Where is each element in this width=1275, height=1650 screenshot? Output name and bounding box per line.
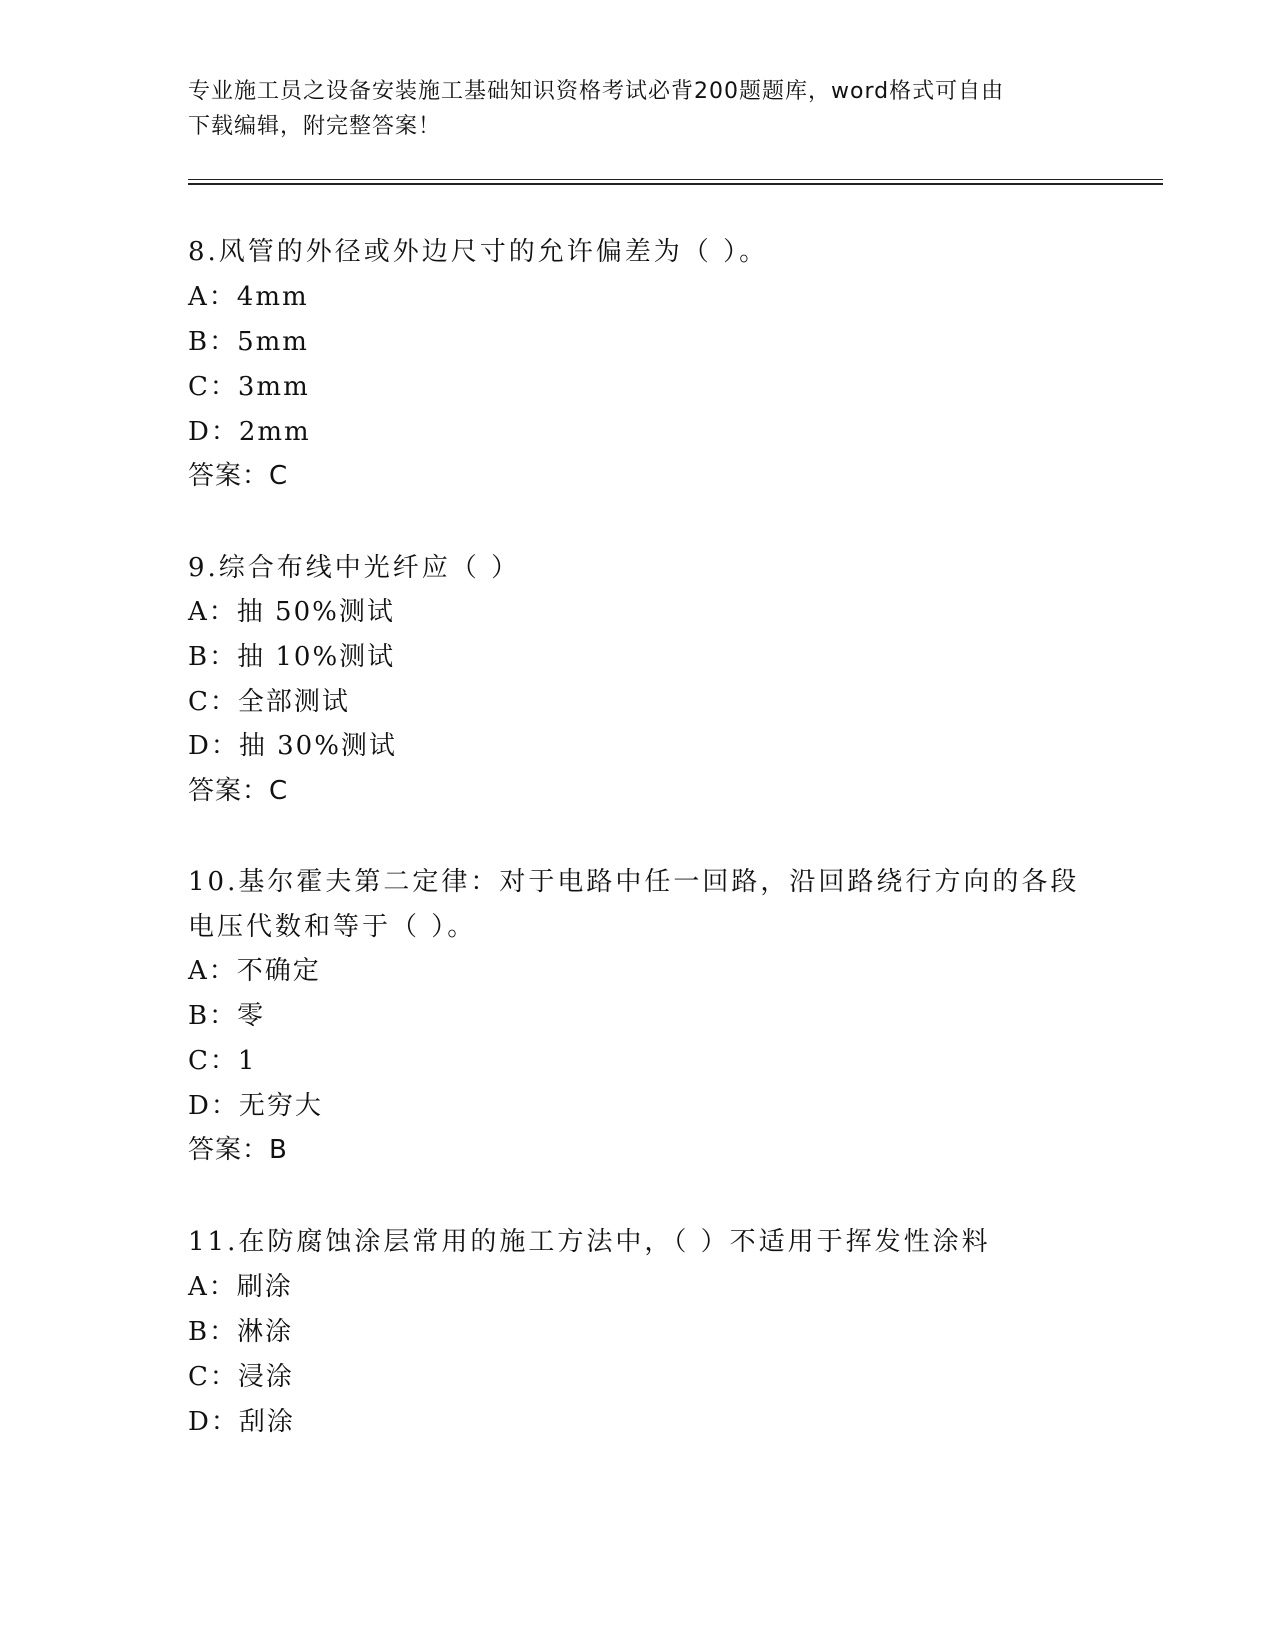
- question-11-option-d: D：刮涂: [188, 1407, 295, 1437]
- question-11-option-c: C：浸涂: [188, 1362, 294, 1392]
- question-10-option-d: D：无穷大: [188, 1091, 323, 1121]
- question-8-answer: 答案：C: [188, 461, 289, 491]
- question-11-stem: 11.在防腐蚀涂层常用的施工方法中，（ ）不适用于挥发性涂料: [188, 1227, 991, 1257]
- question-8-option-d: D：2mm: [188, 417, 311, 447]
- header-divider-top: [188, 179, 1163, 180]
- question-10-option-c: C：1: [188, 1046, 257, 1076]
- question-10-option-b: B：零: [188, 1001, 266, 1031]
- question-8-option-a: A：4mm: [188, 282, 309, 312]
- document-header: [188, 74, 1088, 144]
- question-9-option-a: A：抽 50%测试: [188, 597, 395, 627]
- header-divider-bottom: [188, 183, 1163, 185]
- question-8-option-b: B：5mm: [188, 327, 309, 357]
- question-9-answer: 答案：C: [188, 776, 289, 806]
- question-11-option-b: B：淋涂: [188, 1317, 294, 1347]
- question-9-option-b: B：抽 10%测试: [188, 642, 396, 672]
- question-9-stem: 9.综合布线中光纤应（ ）: [188, 553, 521, 583]
- question-9-option-c: C：全部测试: [188, 687, 350, 717]
- question-9-option-d: D：抽 30%测试: [188, 731, 397, 761]
- header-line-2: 下载编辑，附完整答案！: [188, 114, 442, 139]
- question-10-answer: 答案：B: [188, 1135, 288, 1165]
- header-line-1: 专业施工员之设备安装施工基础知识资格考试必背200题题库，word格式可自由: [188, 79, 1005, 104]
- question-8-stem: 8.风管的外径或外边尺寸的允许偏差为（ ）。: [188, 237, 769, 267]
- question-10-stem-line-1: 10.基尔霍夫第二定律：对于电路中任一回路，沿回路绕行方向的各段: [188, 867, 1080, 897]
- question-8-option-c: C：3mm: [188, 372, 310, 402]
- question-10-option-a: A：不确定: [188, 956, 321, 986]
- question-11-option-a: A：刷涂: [188, 1272, 293, 1302]
- question-10-stem-line-2: 电压代数和等于（ ）。: [188, 912, 477, 942]
